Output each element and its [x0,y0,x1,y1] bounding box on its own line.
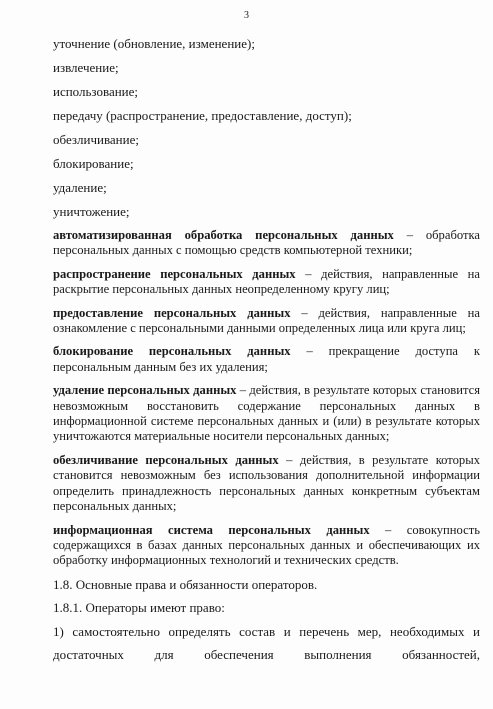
definition-term: информационная система персональных данных [53,522,370,537]
definition-paragraph [53,344,480,375]
list-item: обезличивание; [53,132,139,147]
list-item: передачу (распространение, предоставление, доступ); [53,108,352,123]
definition-term: обезличивание персональных данных [53,452,279,467]
list-item: блокирование; [53,156,134,171]
processing-actions-list [53,36,480,219]
definition-paragraph [53,306,480,337]
definition-term: распространение персональных данных [53,266,296,281]
definition-paragraph [53,383,480,445]
definition-paragraph [53,267,480,298]
operator-right-item-line: 1) самостоятельно определять состав и перечень мер, необходимых и [53,623,480,639]
definition-text: – действия, направленные на раскрытие персональных данных неопределенному кругу лиц; [53,266,480,297]
definition-paragraph [53,453,480,515]
definitions-list [53,228,480,569]
list-item: уточнение (обновление, изменение); [53,36,255,51]
section-heading-1-8-1: 1.8.1. Операторы имеют право: [53,600,225,616]
definition-paragraph [53,523,480,569]
definition-text: – прекращение доступа к персональным данным без их удаления; [53,344,480,374]
list-item: извлечение; [53,60,119,75]
definition-term: автоматизированная обработка персональных данных [53,228,394,242]
page-number: 3 [244,10,249,21]
list-item: использование; [53,84,139,99]
definition-term: блокирование персональных данных [53,344,291,359]
list-item: уничтожение; [53,204,130,219]
operator-right-item-line: достаточных для обеспечения выполнения обязанностей, [53,646,480,662]
definition-text: – обработка персональных данных с помощью средств компьютерной техники; [53,228,480,258]
definition-term: удаление персональных данных [53,383,237,398]
list-item: удаление; [53,180,107,195]
definition-text: – действия, в результате которых становится невозможным восстановить содержание персональных данных в информационной системе персональных данных и (или) в результате которых уничтожаются материальные носители персональных данных; [53,383,480,444]
section-heading-1-8: 1.8. Основные права и обязанности операторов. [53,576,318,592]
definition-text: – действия, направленные на ознакомление с персональными данными определенных лица или круга лиц; [53,305,481,336]
document-body [53,36,480,670]
definition-text: – совокупность содержащихся в базах данных персональных данных и обеспечивающих их обработку информационных технологий и технических средств. [53,522,480,568]
definition-text: – действия, в результате которых становится невозможным без использования дополнительной информации определить принадлежность персональных данных конкретным субъектам персональных данных; [53,452,480,514]
definition-term: предоставление персональных данных [53,305,291,320]
definition-paragraph [53,228,480,259]
